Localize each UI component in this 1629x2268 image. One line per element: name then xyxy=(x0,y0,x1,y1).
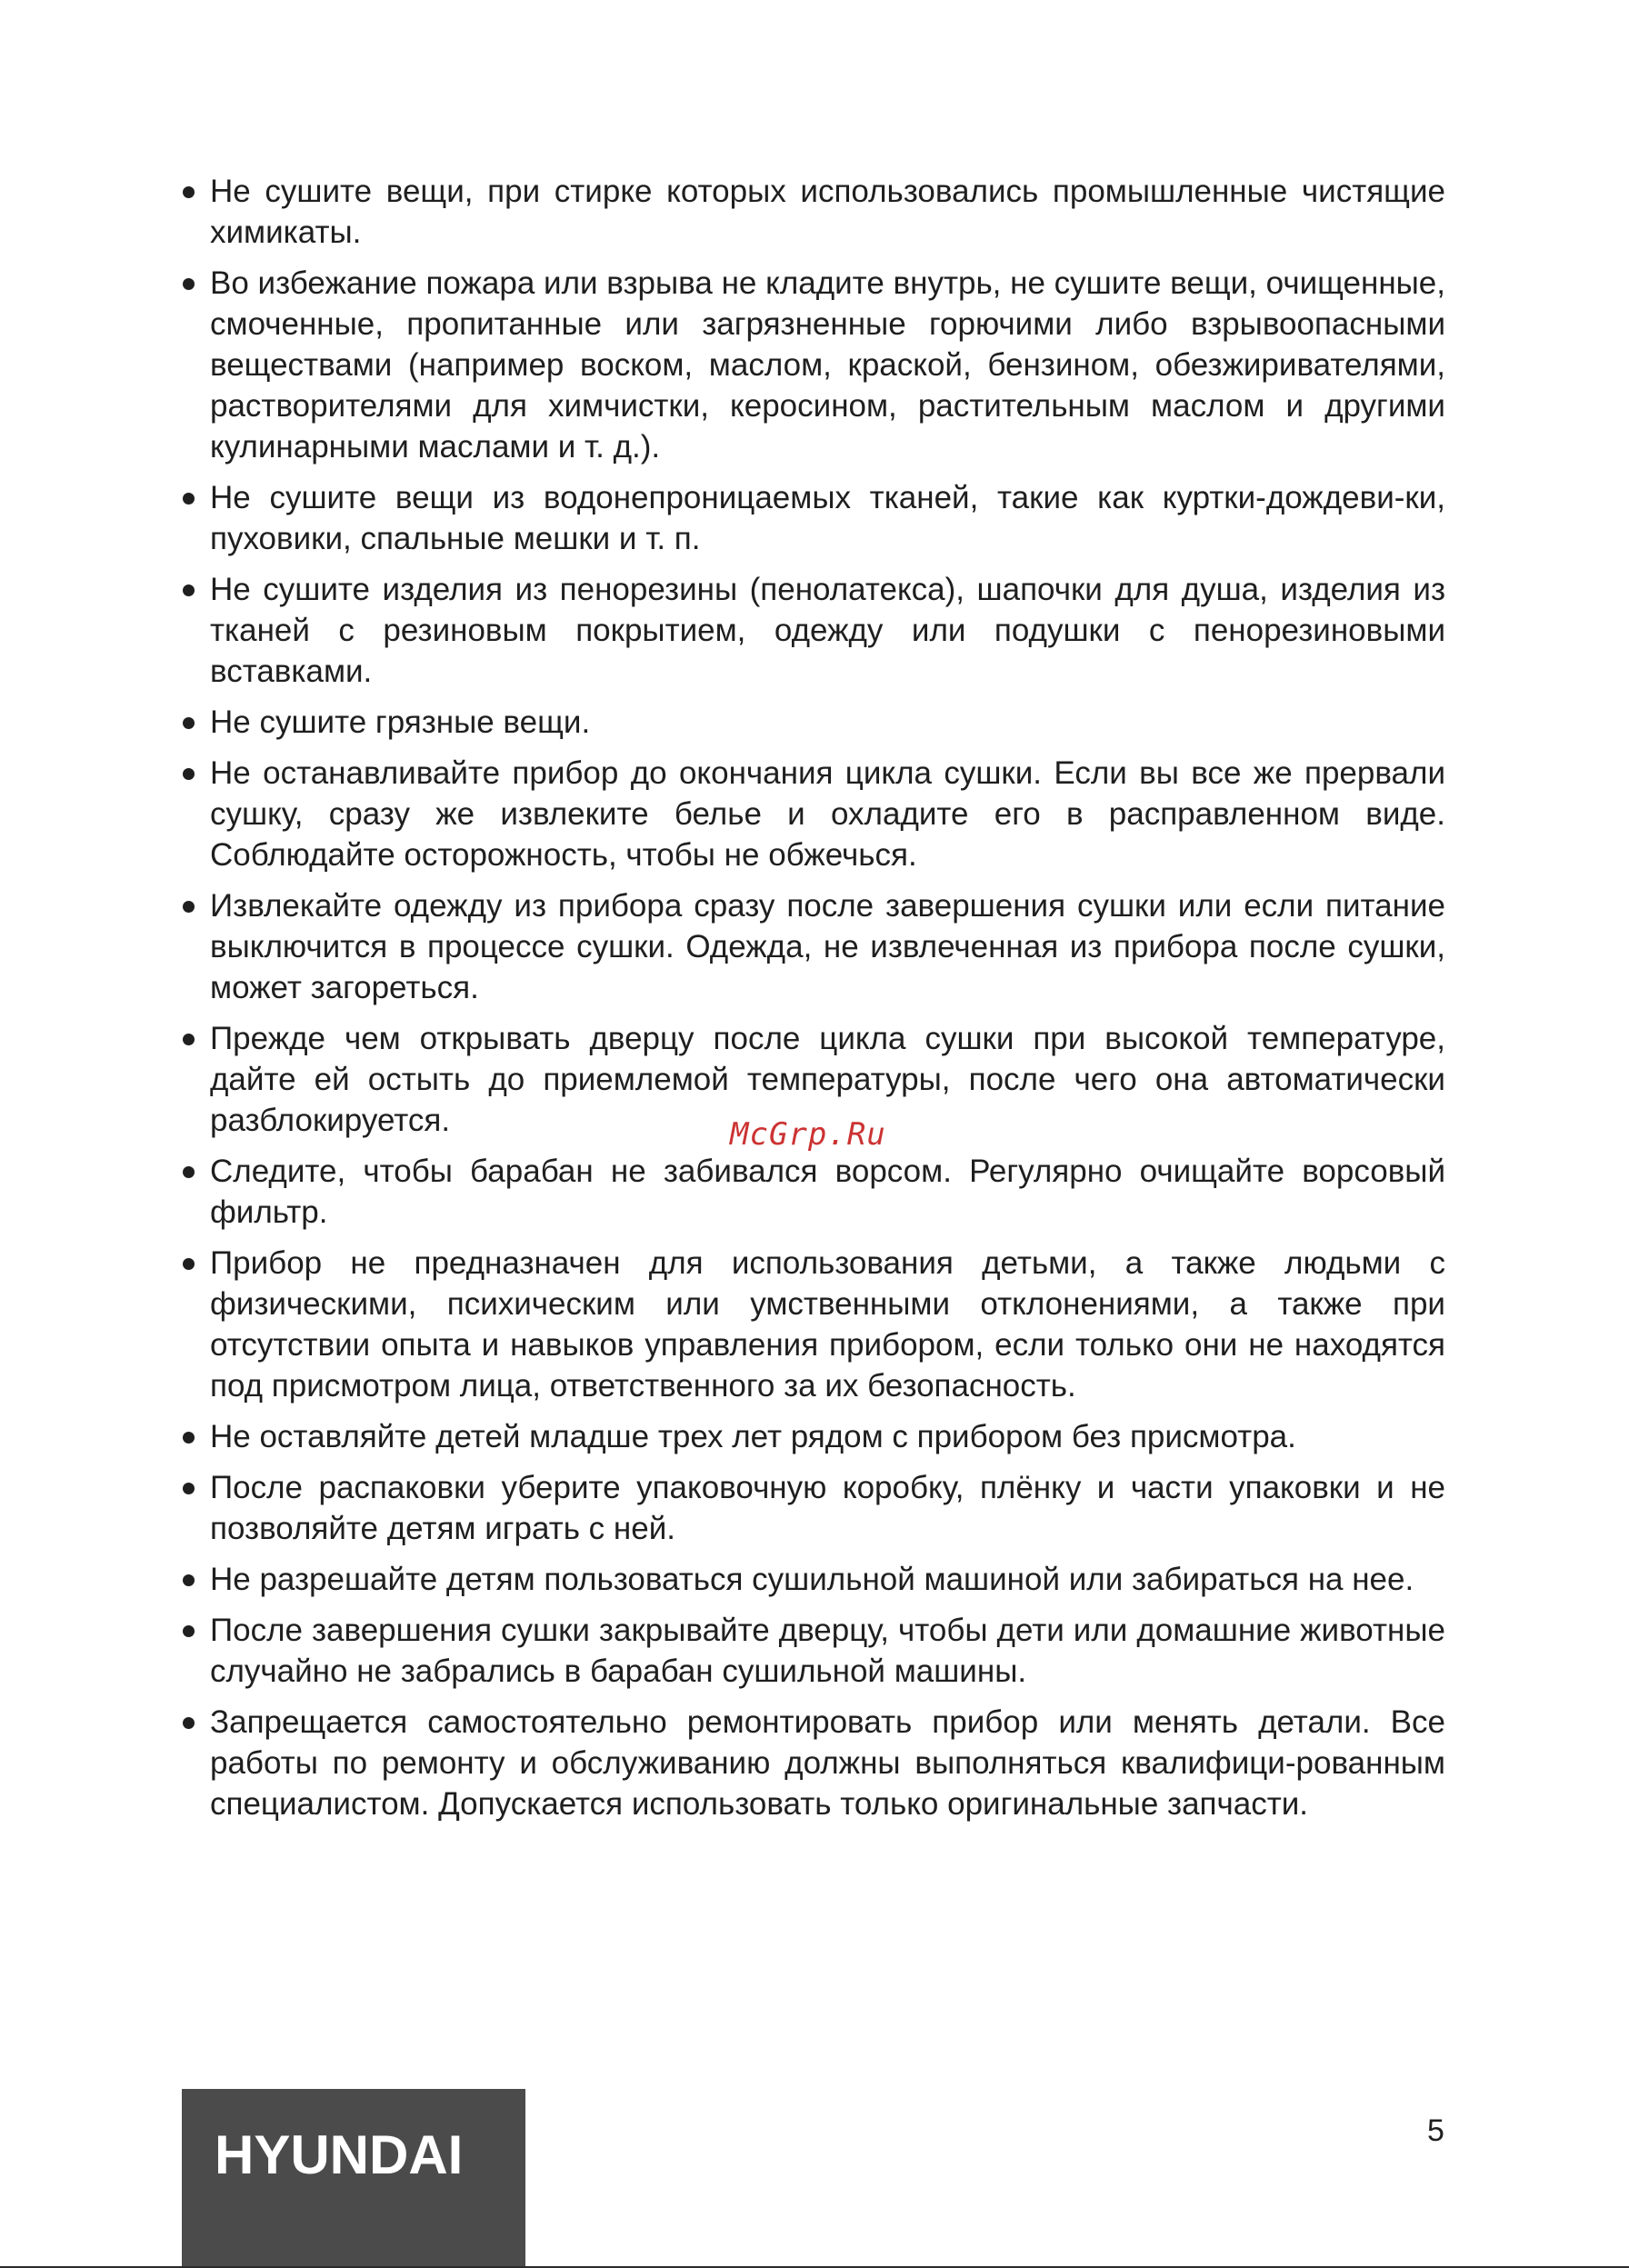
bullet-icon xyxy=(183,1258,195,1270)
list-item xyxy=(179,569,1445,692)
list-item xyxy=(179,1559,1445,1600)
bullet-icon xyxy=(183,1034,195,1045)
list-item-text: Не сушите грязные вещи. xyxy=(210,704,591,740)
list-item xyxy=(179,1702,1445,1824)
bullet-icon xyxy=(183,768,195,780)
list-item xyxy=(179,1416,1445,1457)
bullet-icon xyxy=(183,584,195,596)
bullet-icon xyxy=(183,493,195,505)
list-item-text: Прибор не предназначен для использования детьми, а также людьми с физическими, психическим или умственными отклонениями, а также при отсутствии опыта и навыков управления прибором, если только они не находятся под присмотром лица, ответственного за их безопасность. xyxy=(210,1245,1445,1404)
page-number: 5 xyxy=(1427,2113,1444,2148)
list-item xyxy=(179,1243,1445,1406)
list-item-text: Прежде чем открывать дверцу после цикла сушки при высокой температуре, дайте ей остыть до приемлемой температуры, после чего она автоматически разблокируется. xyxy=(210,1021,1445,1138)
bullet-icon xyxy=(183,186,195,198)
list-item-text: Следите, чтобы барабан не забивался ворсом. Регулярно очищайте ворсовый фильтр. xyxy=(210,1154,1445,1230)
bullet-icon xyxy=(183,901,195,913)
list-item-text: Не разрешайте детям пользоваться сушильной машиной или забираться на нее. xyxy=(210,1562,1414,1597)
list-item xyxy=(179,171,1445,253)
bullet-icon xyxy=(183,1574,195,1586)
brand-logo xyxy=(182,2089,525,2268)
list-item-text: Не оставляйте детей младше трех лет рядом с прибором без присмотра. xyxy=(210,1419,1296,1454)
bullet-icon xyxy=(183,1166,195,1178)
list-item-text: Не сушите изделия из пенорезины (пенолатекса), шапочки для душа, изделия из тканей с резиновым покрытием, одежду или подушки с пенорезиновыми вставками. xyxy=(210,572,1445,689)
list-item-text: После завершения сушки закрывайте дверцу, чтобы дети или домашние животные случайно не забрались в барабан сушильной машины. xyxy=(210,1613,1445,1689)
list-item xyxy=(179,1151,1445,1233)
bullet-icon xyxy=(183,1717,195,1729)
list-item-text: Не сушите вещи, при стирке которых использовались промышленные чистящие химикаты. xyxy=(210,174,1445,250)
list-item-text: Не останавливайте прибор до окончания цикла сушки. Если вы все же прервали сушку, сразу же извлеките белье и охладите его в расправленном виде. Соблюдайте осторожность, чтобы не обжечься. xyxy=(210,755,1445,873)
document-body xyxy=(179,171,1445,1834)
bullet-icon xyxy=(183,1432,195,1444)
list-item xyxy=(179,885,1445,1008)
list-item-text: Запрещается самостоятельно ремонтировать прибор или менять детали. Все работы по ремонту и обслуживанию должны выполняться квалифици-рованным специалистом. Допускается использовать только оригинальные запчасти. xyxy=(210,1704,1445,1822)
list-item-text: Во избежание пожара или взрыва не кладите внутрь, не сушите вещи, очищенные, смоченные, пропитанные или загрязненные горючими либо взрывоопасными веществами (например воском, маслом, краской, бензином, обезжиривателями, растворителями для химчистки, керосином, растительным маслом и другими кулинарными маслами и т. д.). xyxy=(210,265,1445,465)
list-item xyxy=(179,753,1445,875)
bullet-icon xyxy=(183,278,195,290)
list-item xyxy=(179,477,1445,559)
list-item xyxy=(179,1610,1445,1692)
list-item xyxy=(179,263,1445,467)
list-item-text: Извлекайте одежду из прибора сразу после завершения сушки или если питание выключится в процессе сушки. Одежда, не извлеченная из прибора после сушки, может загореться. xyxy=(210,888,1445,1005)
bullet-icon xyxy=(183,717,195,729)
list-item-text: После распаковки уберите упаковочную коробку, плёнку и части упаковки и не позволяйте детям играть с ней. xyxy=(210,1470,1445,1546)
watermark[interactable]: McGrp.Ru xyxy=(730,1116,886,1153)
bullet-icon xyxy=(183,1625,195,1637)
list-item xyxy=(179,1467,1445,1549)
list-item-text: Не сушите вещи из водонепроницаемых тканей, такие как куртки-дождеви-ки, пуховики, спальные мешки и т. п. xyxy=(210,480,1445,556)
safety-bullet-list xyxy=(179,171,1445,1824)
brand-logo-text: HYUNDAI xyxy=(215,2124,464,2185)
bullet-icon xyxy=(183,1483,195,1494)
list-item xyxy=(179,702,1445,743)
